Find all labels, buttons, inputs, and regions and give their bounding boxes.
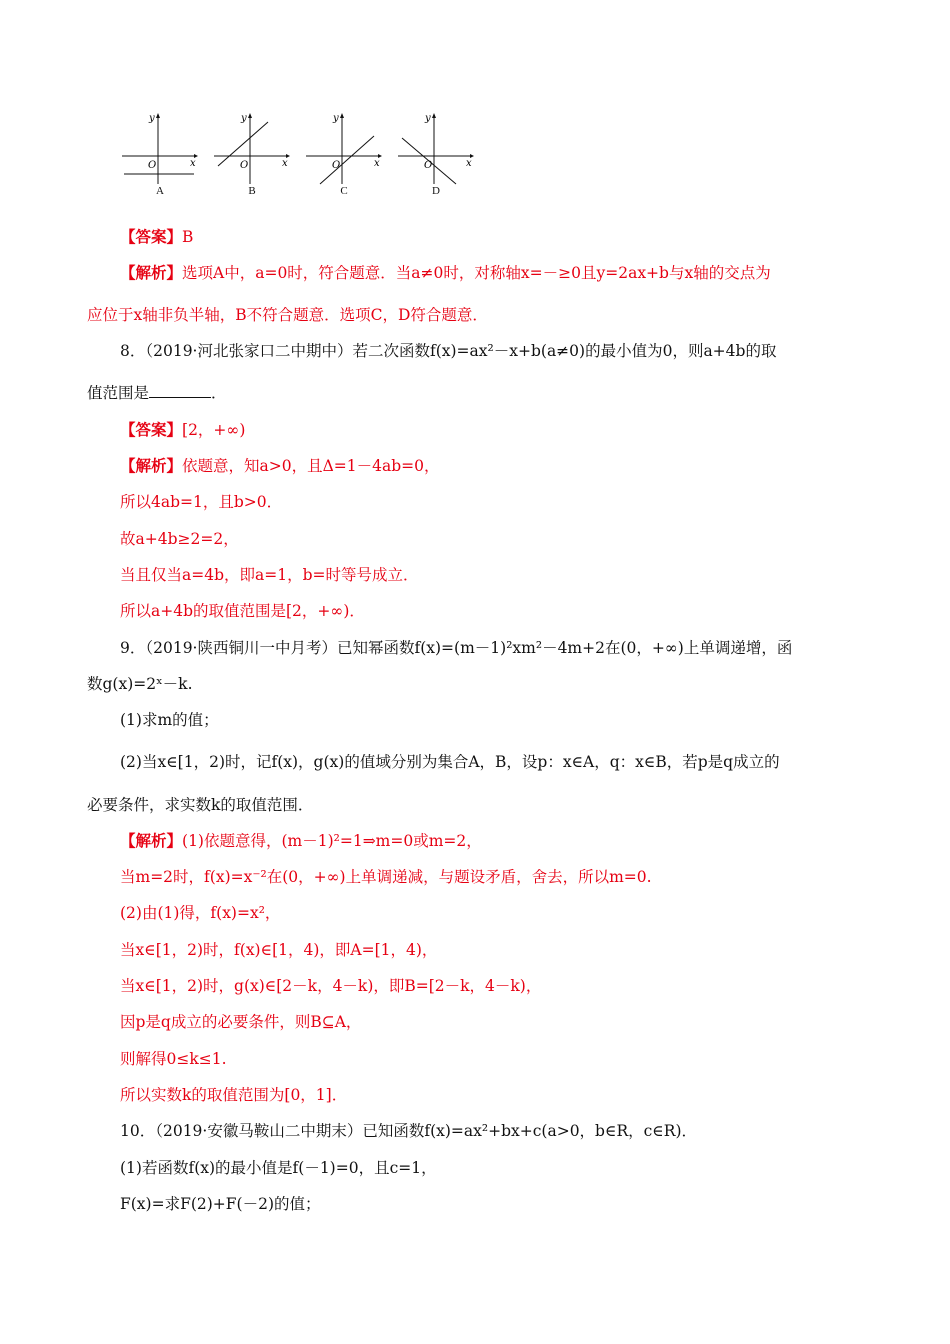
origin-label: O [424, 160, 433, 171]
line-text: 9．（2019·陕西铜川一中月考）已知幂函数f(x)=(m－1)²xm²－4m+2在(0，+∞)上单调递增，函 [120, 639, 793, 657]
graph-c-plot [302, 108, 386, 188]
line-text: 当m=2时，f(x)=x⁻²在(0，+∞)上单调递减，与题设矛盾，舍去，所以m=0. [120, 868, 652, 886]
line-text: 数g(x)=2ˣ－k. [87, 675, 193, 693]
line-text: 10．（2019·安徽马鞍山二中期末）已知函数f(x)=ax²+bx+c(a>0，b∈R，c∈R)． [120, 1122, 697, 1140]
section-tag: 【答案】 [120, 420, 183, 439]
line-text: F(x)=求F(2)+F(－2)的值； [120, 1195, 321, 1213]
line-text: [2，+∞) [182, 421, 246, 439]
text-line [120, 831, 482, 851]
line-text: 依题意，知a>0，且Δ=1－4ab=0， [182, 457, 440, 475]
origin-label: O [240, 160, 249, 171]
graph-a [118, 108, 202, 204]
line-text: B [182, 228, 194, 246]
text-line [120, 710, 219, 730]
graph-d [394, 108, 478, 204]
graph-label: C [340, 185, 348, 197]
x-axis-label: x [190, 158, 196, 169]
origin-label: O [148, 160, 157, 171]
text-line [120, 638, 792, 658]
text-line [120, 940, 437, 960]
text-line [120, 976, 541, 996]
text-line [87, 795, 313, 815]
line-text: 应位于x轴非负半轴，B不符合题意．选项C，D符合题意． [87, 306, 488, 324]
text-line [120, 903, 280, 923]
y-axis-label: y [241, 113, 247, 124]
text-line [120, 1049, 227, 1069]
text-line [120, 1085, 347, 1105]
graph-d-plot [394, 108, 478, 188]
text-line [120, 1158, 437, 1178]
x-axis-label: x [282, 158, 288, 169]
y-axis-label: y [149, 113, 155, 124]
text-line [120, 227, 193, 247]
text-line [120, 456, 440, 476]
x-axis-label: x [466, 158, 472, 169]
section-tag: 【答案】 [120, 227, 183, 246]
text-line [120, 341, 776, 361]
text-line [120, 565, 419, 585]
text-line [87, 383, 227, 403]
y-axis-label: y [333, 113, 339, 124]
y-axis-label: y [425, 113, 431, 124]
line-text: 8．（2019·河北张家口二中期中）若二次函数f(x)=ax²－x+b(a≠0)的最小值为0，则a+4b的取 [120, 342, 777, 360]
text-line [120, 263, 771, 283]
line-text: 当且仅当a=4b，即a=1，b=时等号成立． [120, 566, 419, 584]
x-axis-label: x [374, 158, 380, 169]
text-line [87, 674, 193, 694]
answer-blank [149, 383, 211, 398]
graph-b [210, 108, 294, 204]
text-line [120, 1012, 361, 1032]
origin-label: O [332, 160, 341, 171]
line-text: 故a+4b≥2=2， [120, 530, 239, 548]
line-text: 选项A中，a=0时，符合题意．当a≠0时，对称轴x=－≥0且y=2ax+b与x轴的交点为 [182, 264, 771, 282]
line-text: (1)若函数f(x)的最小值是f(－1)=0，且c=1， [120, 1159, 437, 1177]
graph-b-plot [210, 108, 294, 188]
line-text: 必要条件，求实数k的取值范围． [87, 796, 314, 814]
text-line [120, 867, 652, 887]
line-text: 则解得0≤k≤1. [120, 1050, 227, 1068]
line-text: (2)由(1)得，f(x)=x²， [120, 904, 281, 922]
line-text: 当x∈[1，2)时，f(x)∈[1，4)，即A=[1，4)， [120, 941, 438, 959]
section-tag: 【解析】 [120, 456, 183, 475]
line-text: 所以4ab=1，且b>0． [120, 493, 283, 511]
graph-label: B [248, 185, 256, 197]
text-line [120, 1121, 697, 1141]
section-tag: 【解析】 [120, 831, 183, 850]
answer-choice-graphs [118, 108, 478, 204]
line-text: 当x∈[1，2)时，g(x)∈[2－k，4－k)，即B=[2－k，4－k)， [120, 977, 542, 995]
line-text: (1)依题意得，(m－1)²=1⇒m=0或m=2， [182, 832, 482, 850]
graph-label: D [432, 185, 440, 197]
graph-c [302, 108, 386, 204]
graph-label: A [156, 185, 164, 197]
text-line [120, 529, 239, 549]
line-text: (2)当x∈[1，2)时，记f(x)，g(x)的值域分别为集合A，B，设p：x∈A，q：x∈B，若p是q成立的 [120, 753, 780, 771]
text-line [120, 752, 780, 772]
text-line [120, 1194, 321, 1214]
text-line [120, 601, 365, 621]
section-tag: 【解析】 [120, 263, 183, 282]
text-line [120, 420, 245, 440]
line-text: 值范围是 [87, 384, 150, 402]
graph-a-plot [118, 108, 202, 188]
text-line [87, 305, 488, 325]
text-line [120, 492, 282, 512]
line-text: 所以实数k的取值范围为[0，1]． [120, 1086, 348, 1104]
line-text: 所以a+4b的取值范围是[2，+∞)． [120, 602, 365, 620]
line-text-end: ． [211, 384, 227, 402]
line-text: (1)求m的值； [120, 711, 219, 729]
line-text: 因p是q成立的必要条件，则B⊆A， [120, 1013, 362, 1031]
